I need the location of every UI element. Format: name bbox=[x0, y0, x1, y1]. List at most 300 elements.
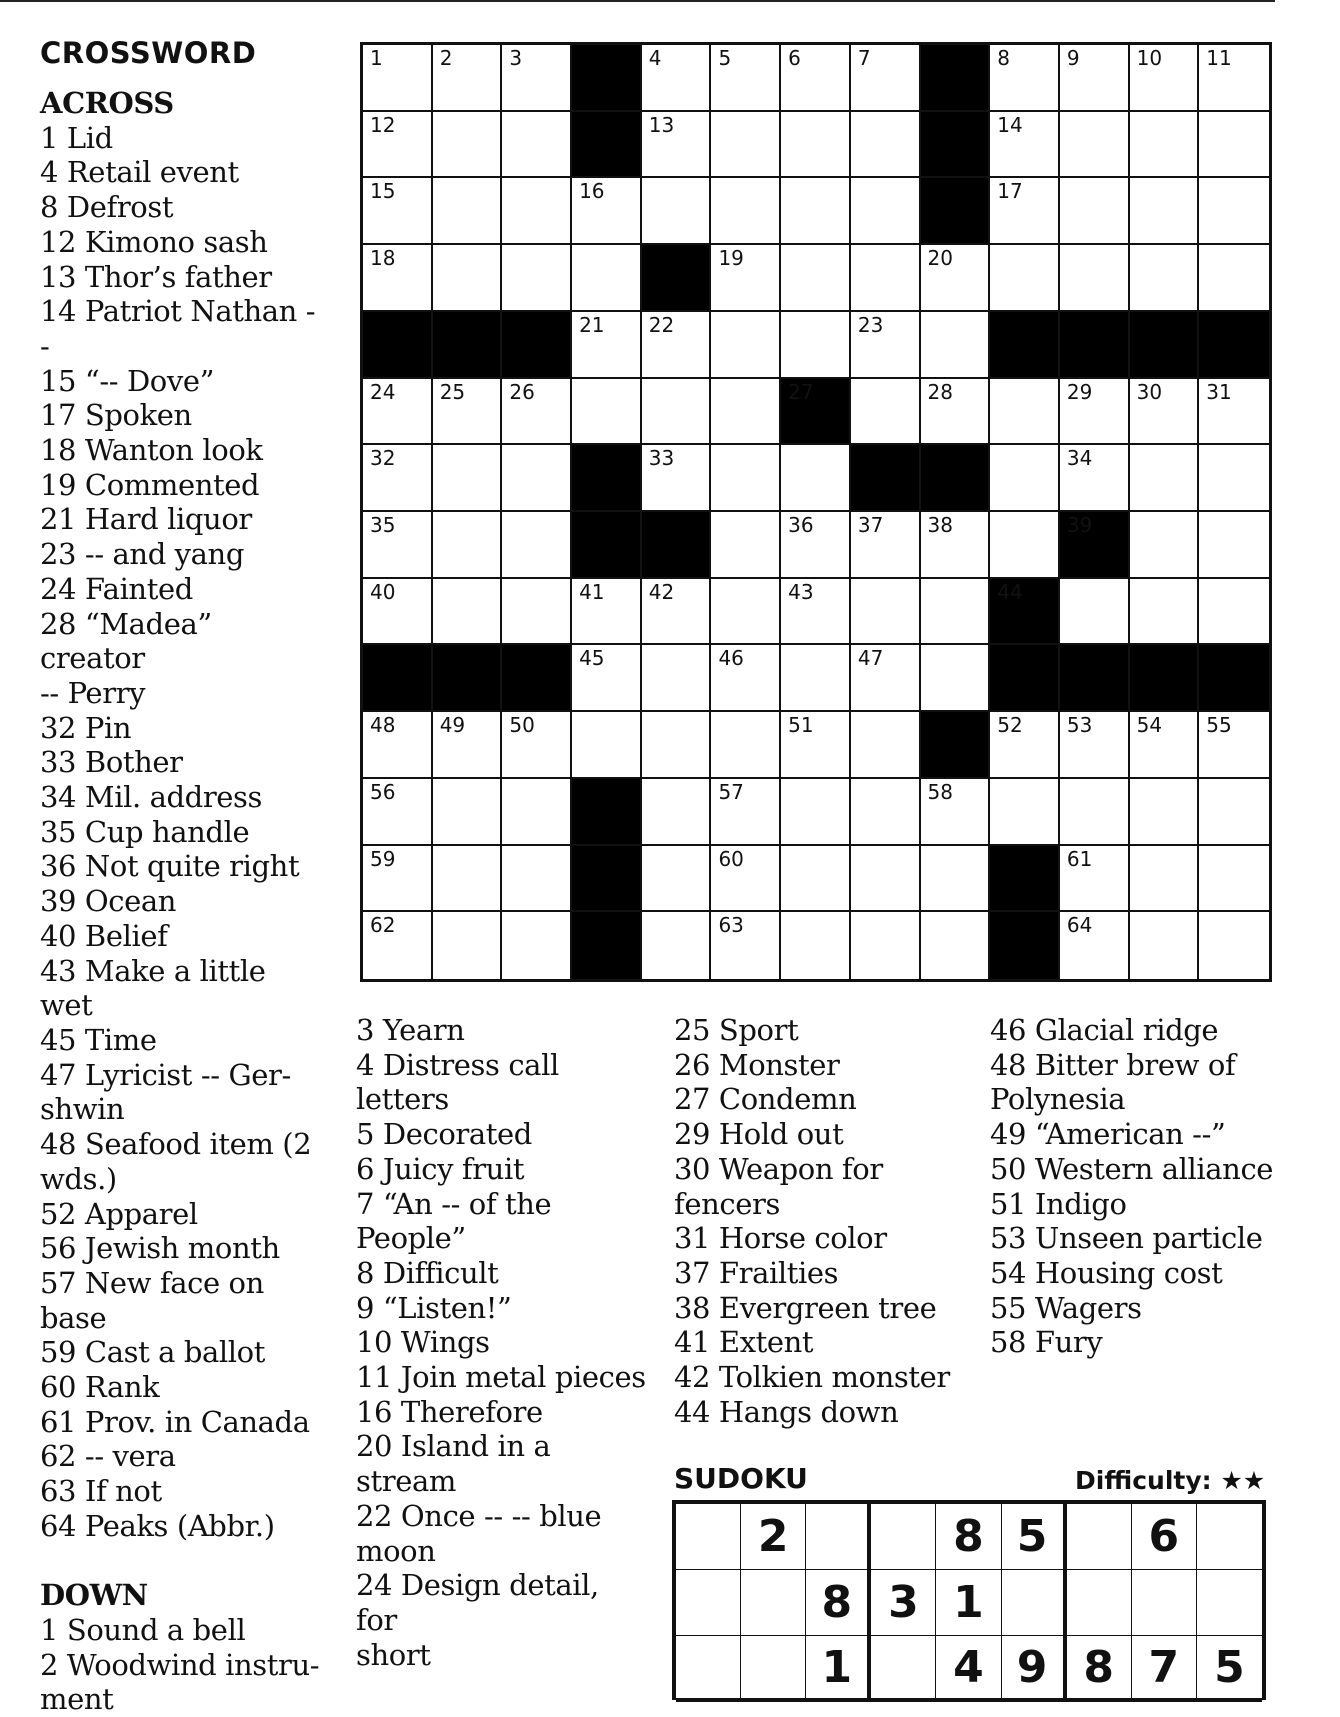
clue-line: 9 “Listen!” bbox=[356, 1290, 512, 1325]
cell-number: 63 bbox=[718, 913, 744, 938]
sudoku-cell[interactable]: 8 bbox=[806, 1570, 871, 1636]
grid-cell[interactable] bbox=[502, 846, 572, 913]
clue-line: 30 Weapon for bbox=[674, 1151, 883, 1186]
clue-line: 11 Join metal pieces bbox=[356, 1360, 646, 1395]
clue-line: 51 Indigo bbox=[990, 1186, 1127, 1221]
grid-cell[interactable] bbox=[1199, 178, 1269, 245]
grid-cell[interactable] bbox=[1199, 912, 1269, 979]
grid-cell[interactable] bbox=[921, 579, 991, 646]
cell-number: 24 bbox=[370, 379, 396, 404]
sudoku-cell[interactable]: 8 bbox=[1067, 1636, 1132, 1702]
grid-cell[interactable] bbox=[990, 712, 1060, 779]
clue-line: 38 Evergreen tree bbox=[674, 1290, 937, 1325]
grid-cell[interactable] bbox=[711, 245, 781, 312]
grid-cell[interactable] bbox=[781, 312, 851, 379]
grid-cell[interactable] bbox=[433, 579, 503, 646]
grid-cell[interactable] bbox=[433, 512, 503, 579]
clue-line: 33 Bother bbox=[40, 745, 183, 780]
grid-cell[interactable] bbox=[363, 445, 433, 512]
grid-cell[interactable] bbox=[921, 379, 991, 446]
cell-number: 29 bbox=[1066, 379, 1093, 404]
black-square bbox=[642, 245, 712, 312]
grid-cell[interactable] bbox=[1130, 112, 1200, 179]
clue-line: 13 Thor’s father bbox=[40, 259, 272, 294]
clue-line: 17 Spoken bbox=[40, 398, 192, 433]
cell-number: 38 bbox=[927, 513, 953, 537]
cell-number: 64 bbox=[1066, 913, 1093, 938]
clue-line: 62 -- vera bbox=[40, 1439, 176, 1474]
sudoku-cell[interactable]: 9 bbox=[1002, 1636, 1067, 1702]
clue-line: moon bbox=[356, 1533, 436, 1568]
black-square bbox=[1199, 645, 1269, 712]
grid-cell[interactable] bbox=[433, 445, 503, 512]
sudoku-cell[interactable]: 4 bbox=[936, 1636, 1001, 1702]
cell-number: 36 bbox=[788, 513, 814, 537]
grid-cell[interactable] bbox=[363, 245, 433, 312]
cell-number: 8 bbox=[997, 46, 1010, 70]
clue-line: 4 Distress call letters bbox=[356, 1047, 559, 1117]
cell-number: 1 bbox=[370, 46, 383, 70]
cell-number: 6 bbox=[788, 46, 801, 70]
sudoku-cell[interactable] bbox=[871, 1504, 936, 1570]
cell-number: 52 bbox=[997, 713, 1023, 738]
grid-cell[interactable] bbox=[711, 712, 781, 779]
grid-cell[interactable] bbox=[1199, 579, 1269, 646]
sudoku-cell[interactable] bbox=[806, 1504, 871, 1570]
sudoku-cell[interactable]: 1 bbox=[806, 1636, 871, 1702]
grid-cell[interactable] bbox=[1060, 579, 1130, 646]
black-square bbox=[921, 445, 991, 512]
grid-cell[interactable] bbox=[781, 512, 851, 579]
across-clue-list bbox=[40, 121, 320, 1544]
grid-cell[interactable] bbox=[921, 645, 991, 712]
clue-line: 42 Tolkien monster bbox=[674, 1360, 950, 1395]
grid-cell[interactable] bbox=[1199, 779, 1269, 846]
cell-number: 50 bbox=[509, 713, 535, 738]
clue-line: People” bbox=[356, 1221, 466, 1256]
grid-cell[interactable] bbox=[781, 445, 851, 512]
sudoku-cell[interactable]: 5 bbox=[1197, 1636, 1262, 1702]
grid-cell[interactable] bbox=[572, 245, 642, 312]
grid-cell[interactable] bbox=[642, 846, 712, 913]
grid-cell[interactable] bbox=[642, 312, 712, 379]
grid-cell[interactable] bbox=[433, 912, 503, 979]
cell-number: 5 bbox=[718, 46, 732, 70]
sudoku-cell[interactable]: 8 bbox=[936, 1504, 1001, 1570]
cell-number: 26 bbox=[509, 379, 535, 404]
grid-cell[interactable] bbox=[502, 45, 572, 112]
sudoku-cell[interactable] bbox=[1067, 1504, 1132, 1570]
clue-line: 47 Lyricist -- Ger- bbox=[40, 1057, 291, 1092]
grid-cell[interactable] bbox=[711, 312, 781, 379]
clue-line: 16 Therefore bbox=[356, 1394, 543, 1429]
cell-number: 49 bbox=[439, 713, 466, 738]
grid-cell[interactable] bbox=[851, 112, 921, 179]
grid-cell[interactable] bbox=[502, 112, 572, 179]
sudoku-cell[interactable] bbox=[1197, 1570, 1262, 1636]
cell-number: 18 bbox=[370, 246, 396, 271]
grid-cell[interactable] bbox=[851, 712, 921, 779]
grid-cell[interactable] bbox=[1060, 779, 1130, 846]
grid-cell[interactable] bbox=[781, 779, 851, 846]
grid-cell[interactable] bbox=[642, 579, 712, 646]
black-square bbox=[433, 645, 503, 712]
grid-cell[interactable] bbox=[1130, 579, 1200, 646]
grid-cell[interactable] bbox=[642, 178, 712, 245]
grid-cell[interactable] bbox=[711, 445, 781, 512]
cell-number: 60 bbox=[718, 846, 744, 871]
grid-cell[interactable] bbox=[851, 846, 921, 913]
grid-cell[interactable] bbox=[1060, 912, 1130, 979]
grid-cell[interactable] bbox=[781, 245, 851, 312]
grid-cell[interactable] bbox=[711, 779, 781, 846]
grid-cell[interactable] bbox=[711, 379, 781, 446]
sudoku-cell[interactable] bbox=[1067, 1570, 1132, 1636]
grid-cell[interactable] bbox=[990, 245, 1060, 312]
grid-cell[interactable] bbox=[363, 379, 433, 446]
cell-number: 55 bbox=[1206, 713, 1232, 738]
clue-line: 26 Monster bbox=[674, 1047, 840, 1082]
sudoku-cell[interactable] bbox=[676, 1504, 741, 1570]
clue-line: 32 Pin bbox=[40, 710, 132, 745]
sudoku-cell[interactable] bbox=[871, 1636, 936, 1702]
grid-cell[interactable] bbox=[363, 178, 433, 245]
black-square bbox=[572, 512, 642, 579]
black-square bbox=[1199, 312, 1269, 379]
clue-line: 35 Cup handle bbox=[40, 814, 250, 849]
sudoku-cell[interactable] bbox=[676, 1570, 741, 1636]
clue-line: 21 Hard liquor bbox=[40, 502, 252, 537]
down-clue-list bbox=[40, 1613, 320, 1717]
cell-number: 44 bbox=[997, 579, 1023, 604]
clue-column-3 bbox=[674, 1013, 964, 1429]
sudoku-cell[interactable]: 1 bbox=[936, 1570, 1001, 1636]
grid-cell[interactable] bbox=[642, 112, 712, 179]
sudoku-difficulty: Difficulty: ★★ bbox=[1075, 1466, 1266, 1495]
grid-cell[interactable] bbox=[642, 712, 712, 779]
grid-cell[interactable] bbox=[921, 312, 991, 379]
grid-cell[interactable] bbox=[1130, 512, 1200, 579]
clue-line: 15 “-- Dove” bbox=[40, 363, 215, 398]
grid-cell[interactable] bbox=[921, 512, 991, 579]
grid-cell[interactable] bbox=[433, 178, 503, 245]
grid-cell[interactable] bbox=[572, 312, 642, 379]
clue-line: 46 Glacial ridge bbox=[990, 1013, 1219, 1047]
grid-cell[interactable] bbox=[1130, 779, 1200, 846]
cell-number: 40 bbox=[370, 579, 396, 604]
sudoku-cell[interactable] bbox=[1132, 1570, 1197, 1636]
grid-cell[interactable] bbox=[990, 512, 1060, 579]
black-square bbox=[1060, 312, 1130, 379]
grid-cell[interactable] bbox=[1060, 245, 1130, 312]
grid-cell[interactable] bbox=[502, 245, 572, 312]
clue-line: 19 Commented bbox=[40, 467, 260, 502]
cell-number: 58 bbox=[927, 779, 953, 804]
grid-cell[interactable] bbox=[433, 779, 503, 846]
sudoku-cell[interactable] bbox=[676, 1636, 741, 1702]
clue-line: 23 -- and yang bbox=[40, 537, 244, 572]
black-square bbox=[990, 846, 1060, 913]
grid-cell[interactable] bbox=[781, 579, 851, 646]
grid-cell[interactable] bbox=[1130, 45, 1200, 112]
grid-cell[interactable] bbox=[851, 379, 921, 446]
grid-cell[interactable] bbox=[990, 178, 1060, 245]
clue-line: 1 Sound a bell bbox=[40, 1612, 246, 1647]
clue-line: short bbox=[356, 1637, 431, 1672]
cell-number: 22 bbox=[648, 312, 675, 337]
clue-line: 31 Horse color bbox=[674, 1221, 887, 1256]
grid-cell[interactable] bbox=[781, 45, 851, 112]
cell-number: 19 bbox=[718, 246, 744, 271]
clue-line: 5 Decorated bbox=[356, 1117, 532, 1152]
cell-number: 41 bbox=[579, 579, 605, 604]
grid-cell[interactable] bbox=[1060, 846, 1130, 913]
cell-number: 9 bbox=[1066, 46, 1080, 70]
clue-line: 2 Woodwind instru- bbox=[40, 1647, 320, 1682]
grid-cell[interactable] bbox=[921, 846, 991, 913]
grid-cell[interactable] bbox=[1060, 45, 1130, 112]
black-square bbox=[642, 512, 712, 579]
grid-cell[interactable] bbox=[363, 779, 433, 846]
grid-cell[interactable] bbox=[1199, 245, 1269, 312]
grid-cell[interactable] bbox=[502, 512, 572, 579]
grid-cell[interactable] bbox=[433, 712, 503, 779]
clue-line: 12 Kimono sash bbox=[40, 224, 268, 259]
grid-cell[interactable] bbox=[502, 379, 572, 446]
grid-cell[interactable] bbox=[363, 112, 433, 179]
grid-cell[interactable] bbox=[1060, 445, 1130, 512]
cell-number: 53 bbox=[1066, 713, 1093, 738]
grid-cell[interactable] bbox=[990, 779, 1060, 846]
cell-number: 4 bbox=[648, 46, 662, 70]
grid-cell[interactable] bbox=[363, 846, 433, 913]
grid-cell[interactable] bbox=[502, 445, 572, 512]
grid-cell[interactable] bbox=[433, 112, 503, 179]
clue-line: 18 Wanton look bbox=[40, 433, 263, 468]
grid-cell[interactable] bbox=[502, 712, 572, 779]
clue-line: 3 Yearn bbox=[356, 1013, 465, 1047]
black-square bbox=[502, 645, 572, 712]
grid-cell[interactable] bbox=[851, 245, 921, 312]
grid-cell[interactable] bbox=[572, 645, 642, 712]
sudoku-cell[interactable] bbox=[741, 1570, 806, 1636]
grid-cell[interactable] bbox=[1199, 846, 1269, 913]
grid-cell[interactable] bbox=[711, 45, 781, 112]
sudoku-cell[interactable]: 3 bbox=[871, 1570, 936, 1636]
clue-line: 54 Housing cost bbox=[990, 1255, 1223, 1290]
sudoku-cell[interactable]: 5 bbox=[1002, 1504, 1067, 1570]
cell-number: 30 bbox=[1136, 379, 1163, 404]
cell-number: 13 bbox=[648, 112, 675, 137]
grid-cell[interactable] bbox=[711, 512, 781, 579]
grid-cell[interactable] bbox=[781, 178, 851, 245]
black-square bbox=[433, 312, 503, 379]
grid-cell[interactable] bbox=[1130, 379, 1200, 446]
grid-cell[interactable] bbox=[1130, 245, 1200, 312]
clue-line: 28 “Madea” creator bbox=[40, 606, 212, 676]
grid-cell[interactable] bbox=[1199, 445, 1269, 512]
grid-cell[interactable] bbox=[642, 445, 712, 512]
clue-line: 25 Sport bbox=[674, 1013, 799, 1047]
grid-cell[interactable] bbox=[990, 45, 1060, 112]
grid-cell[interactable] bbox=[1199, 45, 1269, 112]
grid-cell[interactable] bbox=[851, 779, 921, 846]
grid-cell[interactable] bbox=[921, 779, 991, 846]
cell-number: 54 bbox=[1136, 713, 1163, 738]
grid-cell[interactable] bbox=[363, 712, 433, 779]
grid-cell[interactable] bbox=[990, 445, 1060, 512]
cell-number: 11 bbox=[1206, 46, 1232, 70]
clue-column-1 bbox=[40, 86, 320, 1717]
grid-cell[interactable] bbox=[781, 846, 851, 913]
sudoku-cell[interactable] bbox=[1197, 1504, 1262, 1570]
grid-cell[interactable] bbox=[851, 178, 921, 245]
grid-cell[interactable] bbox=[1130, 178, 1200, 245]
grid-cell[interactable] bbox=[1199, 712, 1269, 779]
sudoku-cell[interactable]: 6 bbox=[1132, 1504, 1197, 1570]
clue-column-4 bbox=[990, 1013, 1280, 1360]
clue-line: 64 Peaks (Abbr.) bbox=[40, 1508, 275, 1543]
grid-cell[interactable] bbox=[433, 245, 503, 312]
cell-number: 16 bbox=[579, 179, 605, 204]
cell-number: 45 bbox=[579, 646, 605, 671]
grid-cell[interactable] bbox=[1130, 712, 1200, 779]
sudoku-cell[interactable] bbox=[741, 1636, 806, 1702]
grid-cell[interactable] bbox=[1199, 112, 1269, 179]
grid-cell[interactable] bbox=[433, 45, 503, 112]
grid-cell[interactable] bbox=[642, 645, 712, 712]
grid-cell[interactable] bbox=[781, 645, 851, 712]
grid-cell[interactable] bbox=[1060, 379, 1130, 446]
grid-cell[interactable] bbox=[1130, 912, 1200, 979]
grid-cell[interactable] bbox=[1199, 512, 1269, 579]
grid-cell[interactable] bbox=[851, 579, 921, 646]
cell-number: 39 bbox=[1066, 513, 1093, 537]
cell-number: 62 bbox=[370, 913, 396, 938]
cell-number: 2 bbox=[439, 46, 453, 70]
sudoku-title: SUDOKU bbox=[674, 1462, 808, 1495]
clue-line: 10 Wings bbox=[356, 1325, 490, 1360]
grid-cell[interactable] bbox=[990, 112, 1060, 179]
grid-cell[interactable] bbox=[711, 112, 781, 179]
grid-cell[interactable] bbox=[851, 312, 921, 379]
black-square bbox=[921, 178, 991, 245]
grid-cell[interactable] bbox=[1060, 712, 1130, 779]
clue-line: 37 Frailties bbox=[674, 1255, 839, 1290]
sudoku-cell[interactable] bbox=[1002, 1570, 1067, 1636]
grid-cell[interactable] bbox=[990, 379, 1060, 446]
grid-cell[interactable] bbox=[851, 45, 921, 112]
black-square bbox=[572, 45, 642, 112]
black-square bbox=[363, 312, 433, 379]
grid-cell[interactable] bbox=[502, 178, 572, 245]
sudoku-grid bbox=[672, 1500, 1266, 1700]
cell-number: 3 bbox=[509, 46, 523, 70]
grid-cell[interactable] bbox=[1060, 178, 1130, 245]
clue-line: 41 Extent bbox=[674, 1325, 814, 1360]
clue-line: 6 Juicy fruit bbox=[356, 1151, 525, 1186]
grid-cell[interactable] bbox=[572, 178, 642, 245]
clue-line: 43 Make a little wet bbox=[40, 953, 266, 1023]
clue-line: 52 Apparel bbox=[40, 1196, 198, 1231]
grid-cell[interactable] bbox=[363, 45, 433, 112]
grid-cell[interactable] bbox=[502, 579, 572, 646]
grid-cell[interactable] bbox=[711, 579, 781, 646]
clue-line: ment bbox=[40, 1682, 114, 1717]
grid-cell[interactable] bbox=[921, 912, 991, 979]
clue-line: 44 Hangs down bbox=[674, 1394, 899, 1429]
grid-cell[interactable] bbox=[1130, 846, 1200, 913]
grid-cell[interactable] bbox=[781, 912, 851, 979]
black-square bbox=[921, 712, 991, 779]
grid-cell[interactable] bbox=[572, 579, 642, 646]
grid-cell[interactable] bbox=[642, 779, 712, 846]
grid-cell[interactable] bbox=[851, 645, 921, 712]
sudoku-cell[interactable]: 7 bbox=[1132, 1636, 1197, 1702]
grid-cell[interactable] bbox=[502, 912, 572, 979]
cell-number: 14 bbox=[997, 112, 1023, 137]
clue-line: 49 “American --” bbox=[990, 1117, 1226, 1152]
grid-cell[interactable] bbox=[1130, 445, 1200, 512]
grid-cell[interactable] bbox=[711, 846, 781, 913]
grid-cell[interactable] bbox=[711, 178, 781, 245]
grid-cell[interactable] bbox=[433, 846, 503, 913]
grid-cell[interactable] bbox=[433, 379, 503, 446]
grid-cell[interactable] bbox=[572, 712, 642, 779]
clue-line: 24 Fainted bbox=[40, 571, 193, 606]
clue-line: 48 Seafood item (2 bbox=[40, 1127, 312, 1162]
clue-line: 24 Design detail, for bbox=[356, 1568, 599, 1637]
grid-cell[interactable] bbox=[642, 379, 712, 446]
grid-cell[interactable] bbox=[711, 645, 781, 712]
grid-cell[interactable] bbox=[642, 45, 712, 112]
cell-number: 32 bbox=[370, 446, 396, 471]
grid-cell[interactable] bbox=[1199, 379, 1269, 446]
cell-number: 51 bbox=[788, 713, 814, 738]
grid-cell[interactable] bbox=[921, 245, 991, 312]
grid-cell[interactable] bbox=[502, 779, 572, 846]
down-heading: DOWN bbox=[40, 1578, 148, 1613]
cell-number: 59 bbox=[370, 846, 396, 871]
cell-number: 46 bbox=[718, 646, 744, 671]
cell-number: 34 bbox=[1066, 446, 1093, 471]
cell-number: 15 bbox=[370, 179, 396, 204]
grid-cell[interactable] bbox=[572, 379, 642, 446]
grid-cell[interactable] bbox=[1060, 112, 1130, 179]
grid-cell[interactable] bbox=[781, 712, 851, 779]
clue-line: 58 Fury bbox=[990, 1325, 1103, 1360]
black-square bbox=[572, 779, 642, 846]
cell-number: 20 bbox=[927, 246, 953, 271]
clue-line: 45 Time bbox=[40, 1022, 157, 1057]
black-square bbox=[990, 912, 1060, 979]
black-square bbox=[990, 645, 1060, 712]
grid-cell[interactable] bbox=[363, 579, 433, 646]
grid-cell[interactable] bbox=[851, 512, 921, 579]
sudoku-cell[interactable]: 2 bbox=[741, 1504, 806, 1570]
grid-cell[interactable] bbox=[363, 912, 433, 979]
grid-cell[interactable] bbox=[781, 112, 851, 179]
grid-cell[interactable] bbox=[851, 912, 921, 979]
clue-line: 7 “An -- of the bbox=[356, 1186, 552, 1221]
grid-cell[interactable] bbox=[642, 912, 712, 979]
clue-line: Polynesia bbox=[990, 1082, 1126, 1117]
clue-line: 27 Condemn bbox=[674, 1082, 857, 1117]
grid-cell[interactable] bbox=[711, 912, 781, 979]
across-heading: ACROSS bbox=[40, 86, 174, 120]
cell-number: 28 bbox=[927, 379, 953, 404]
grid-cell[interactable] bbox=[363, 512, 433, 579]
